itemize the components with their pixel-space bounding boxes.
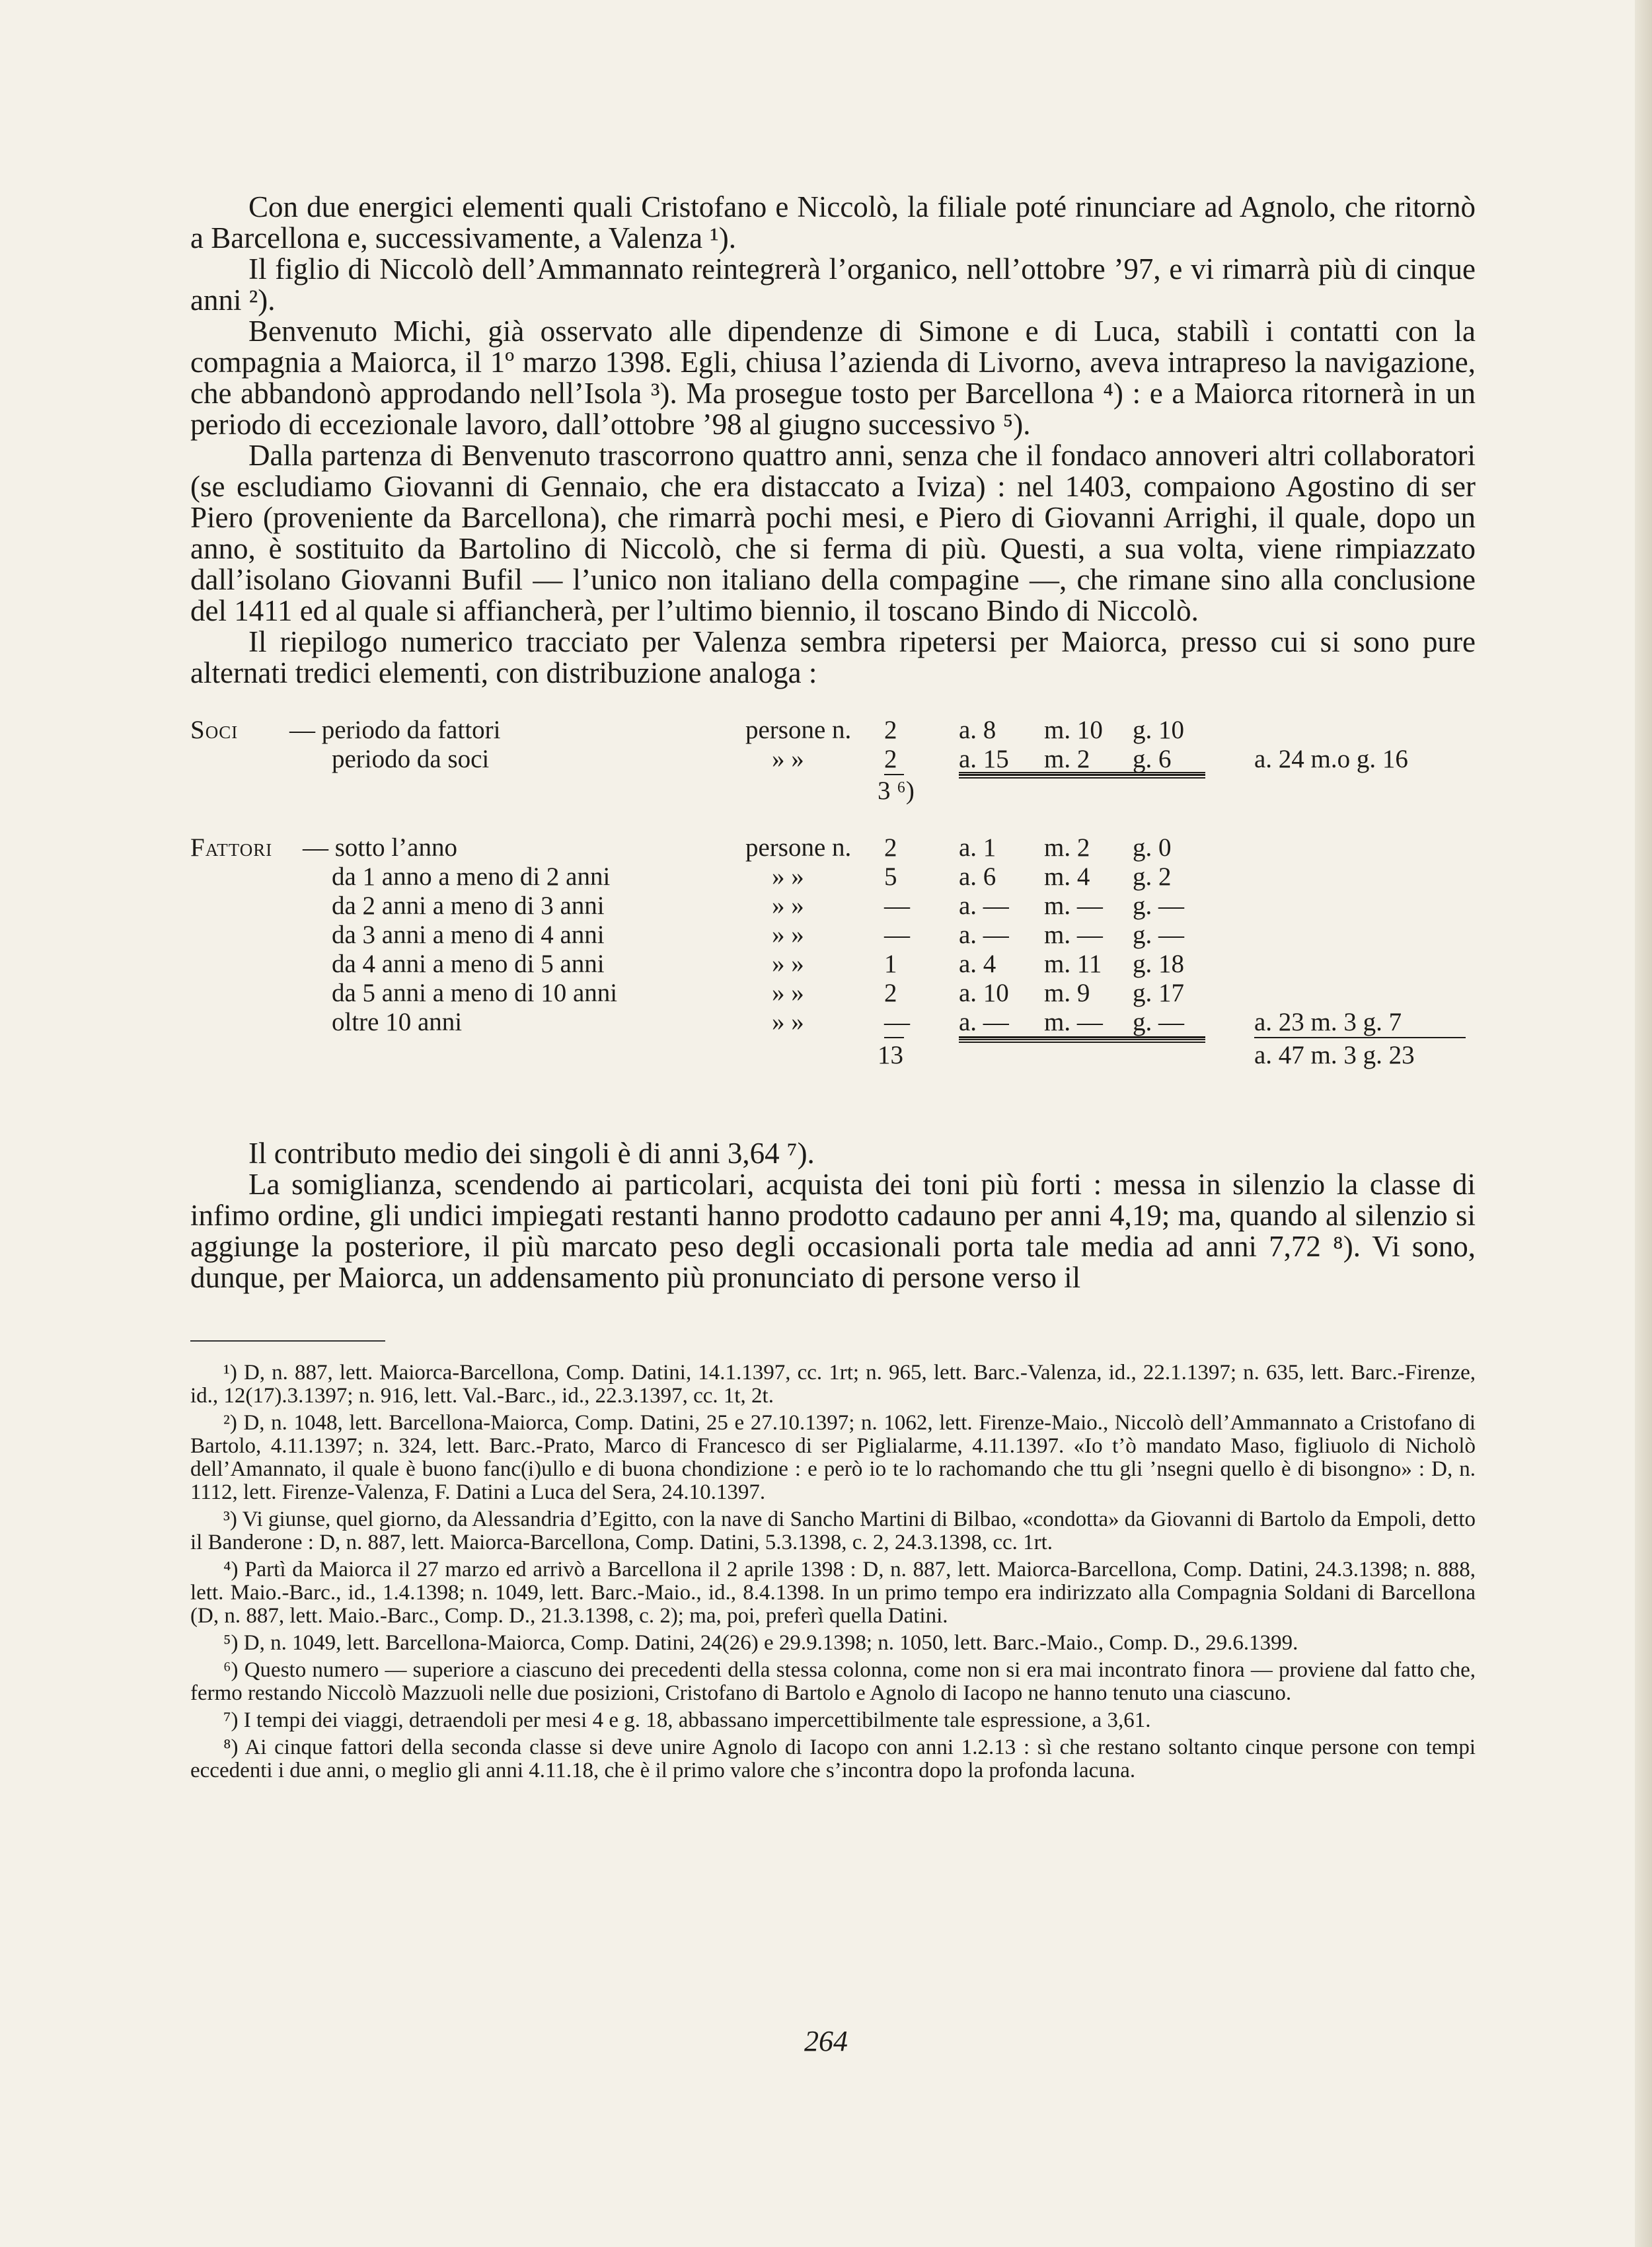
row-m: m. 2 <box>1044 744 1133 775</box>
row-desc: da 5 anni a meno di 10 anni <box>332 979 618 1007</box>
row-desc: — sotto l’anno <box>303 833 457 862</box>
row-n: 2 <box>884 716 897 744</box>
row-a: a. 10 <box>959 979 1009 1007</box>
footnote-7: ⁷) I tempi dei viaggi, detraendoli per mesi 4 e g. 18, abbassano impercettibilmente tale espressione, a 3,61. <box>223 1708 1151 1732</box>
summary-table <box>190 715 1476 1112</box>
row-n: 2 <box>884 979 897 1007</box>
row-who: persone n. <box>745 716 852 744</box>
row-g: g. 0 <box>1133 833 1172 862</box>
row-who: » » <box>772 950 804 978</box>
row-a: a. — <box>959 921 1009 949</box>
row-a: a. — <box>959 1007 1044 1038</box>
row-desc: da 4 anni a meno di 5 anni <box>332 950 605 978</box>
row-a: a. — <box>959 892 1009 920</box>
footnote-6: ⁶) Questo numero — superiore a ciascuno dei precedenti della stessa colonna, come non si era mai incontrato finora — proviene dal fatto che, fermo restando Niccolò Mazzuoli nelle due posizioni, Cristofano di Bartolo e Agnolo di Iacopo ne hanno tenuto una ciascuno. <box>190 1658 1476 1705</box>
row-g: g. 2 <box>1133 862 1172 891</box>
row-m: m. — <box>1044 892 1103 920</box>
footnote-5: ⁵) D, n. 1049, lett. Barcellona-Maiorca, Comp. Datini, 24(26) e 29.9.1398; n. 1050, lett. Barc.-Maio., Comp. D., 29.6.1399. <box>223 1631 1298 1655</box>
row-who: » » <box>772 862 804 891</box>
soci-count: 3 ⁶) <box>878 777 915 805</box>
row-desc: — periodo da fattori <box>289 716 501 744</box>
row-m: m. 4 <box>1044 862 1090 891</box>
row-desc: periodo da soci <box>332 745 490 773</box>
row-who: » » <box>772 1008 804 1036</box>
soci-label: Soci <box>190 716 239 744</box>
row-m: m. — <box>1044 1007 1133 1038</box>
grand-count: 13 <box>878 1041 903 1069</box>
row-desc: oltre 10 anni <box>332 1008 463 1036</box>
grand-total: a. 47 m. 3 g. 23 <box>1254 1041 1415 1069</box>
row-desc: da 2 anni a meno di 3 anni <box>332 892 605 920</box>
row-g: g. 10 <box>1133 716 1184 744</box>
paragraph-4: Dalla partenza di Benvenuto trascorrono quattro anni, senza che il fondaco annoveri altri collaboratori (se escludiamo Giovanni di Gennaio, che era distaccato a Iviza) : nel 1403, compaiono Agostino di ser Piero (proveniente da Barcellona), che rimarrà pochi mesi, e Piero di Giovanni Arrighi, il quale, dopo un anno, è sostituito da Bartolino di Niccolò, che si ferma di più. Questi, a sua volta, viene rimpiazzato dall’isolano Giovanni Bufil — l’unico non italiano della compagine —, che rimane sino alla conclusione del 1411 ed al quale si affiancherà, per l’ultimo biennio, il toscano Bindo di Niccolò. <box>190 439 1476 627</box>
row-n: — <box>884 892 910 920</box>
footnote-4: ⁴) Partì da Maiorca il 27 marzo ed arrivò a Barcellona il 2 aprile 1398 : D, n. 887, lett. Maiorca-Barcellona, Comp. Datini, 24.3.1398; n. 888, lett. Maio.-Barc., id., 1.4.1398; n. 1049, lett. Barc.-Maio., id., 8.4.1398. In un primo tempo era indirizzato alla Compagnia Soldani di Barcellona (D, n. 887, lett. Maio.-Barc., Comp. D., 21.3.1398, c. 2); ma, poi, preferì quella Datini. <box>190 1558 1476 1628</box>
footnote-1: ¹) D, n. 887, lett. Maiorca-Barcellona, Comp. Datini, 14.1.1397, cc. 1rt; n. 965, lett. Barc.-Valenza, id., 22.1.1397; n. 635, lett. Barc.-Firenze, id., 12(17).3.1397; n. 916, lett. Val.-Barc., id., 22.3.1397, cc. 1t, 2t. <box>190 1361 1476 1408</box>
row-who: » » <box>772 745 804 773</box>
row-who: » » <box>772 921 804 949</box>
row-g: g. 18 <box>1133 950 1184 978</box>
footnote-rule <box>190 1340 385 1342</box>
row-desc: da 1 anno a meno di 2 anni <box>332 862 611 891</box>
row-a: a. 8 <box>959 716 996 744</box>
row-m: m. 2 <box>1044 833 1090 862</box>
row-g: g. — <box>1133 1007 1205 1038</box>
row-g: g. 6 <box>1133 744 1205 775</box>
row-a: a. 4 <box>959 950 996 978</box>
footnote-3: ³) Vi giunse, quel giorno, da Alessandria d’Egitto, con la nave di Sancho Martini di Bilbao, «condotta» da Giovanni di Bartolo da Empoli, detto il Banderone : D, n. 887, lett. Maiorca-Barcellona, Comp. Datini, 5.3.1398, c. 2, 24.3.1398, cc. 1rt. <box>190 1507 1476 1554</box>
main-text <box>190 192 1476 1293</box>
row-who: persone n. <box>745 833 852 862</box>
row-n: 2 <box>884 744 904 775</box>
double-rule <box>959 772 1205 779</box>
footnotes <box>190 1340 1476 1786</box>
page-edge <box>1635 0 1652 2247</box>
paragraph-3: Benvenuto Michi, già osservato alle dipendenze di Simone e di Luca, stabilì i contatti con la compagnia a Maiorca, il 1º marzo 1398. Egli, chiusa l’azienda di Livorno, aveva intrapreso la navigazione, che abbandonò approdando nell’Isola ³). Ma prosegue tosto per Barcellona ⁴) : e a Maiorca ritornerà in un periodo di eccezionale lavoro, dall’ottobre ’98 al giugno successivo ⁵). <box>190 315 1476 441</box>
row-g: g. 17 <box>1133 979 1184 1007</box>
row-g: g. — <box>1133 921 1184 949</box>
row-m: m. 10 <box>1044 716 1103 744</box>
paragraph-2: Il figlio di Niccolò dell’Ammannato reintegrerà l’organico, nell’ottobre ’97, e vi rimarrà più di cinque anni ²). <box>190 252 1476 317</box>
row-m: m. 9 <box>1044 979 1090 1007</box>
soci-total: a. 24 m.o g. 16 <box>1254 745 1408 773</box>
fattori-label: Fattori <box>190 833 273 862</box>
row-n: 5 <box>884 862 897 891</box>
paragraph-6: Il contributo medio dei singoli è di anni 3,64 ⁷). <box>248 1137 815 1170</box>
paragraph-1: Con due energici elementi quali Cristofano e Niccolò, la filiale poté rinunciare ad Agnolo, che ritornò a Barcellona e, successivamente, a Valenza ¹). <box>190 190 1476 254</box>
footnote-8: ⁸) Ai cinque fattori della seconda classe si deve unire Agnolo di Iacopo con anni 1.2.13 : sì che restano soltanto cinque persone con tempi eccedenti i due anni, o meglio gli anni 4.11.18, che è il primo valore che s’incontra dopo la profonda lacuna. <box>190 1735 1476 1782</box>
page-number: 264 <box>804 2025 848 2057</box>
row-m: m. — <box>1044 921 1103 949</box>
paragraph-7: La somiglianza, scendendo ai particolari, acquista dei toni più forti : messa in silenzio la classe di infimo ordine, gli undici impiegati restanti hanno prodotto cadauno per anni 4,19; ma, quando al silenzio si aggiunge la posteriore, il più marcato peso degli occasionali porta tale media ad anni 7,72 ⁸). Vi sono, dunque, per Maiorca, un addensamento più pronunciato di persone verso il <box>190 1168 1476 1294</box>
double-rule <box>959 1036 1205 1043</box>
row-a: a. 6 <box>959 862 996 891</box>
row-n: 1 <box>884 950 897 978</box>
row-who: » » <box>772 892 804 920</box>
row-g: g. — <box>1133 892 1184 920</box>
row-n: 2 <box>884 833 897 862</box>
row-n: — <box>884 1007 904 1038</box>
row-desc: da 3 anni a meno di 4 anni <box>332 921 605 949</box>
row-a: a. 15 <box>959 744 1044 775</box>
row-n: — <box>884 921 910 949</box>
row-a: a. 1 <box>959 833 996 862</box>
fattori-total: a. 23 m. 3 g. 7 <box>1254 1007 1466 1038</box>
footnote-2: ²) D, n. 1048, lett. Barcellona-Maiorca, Comp. Datini, 25 e 27.10.1397; n. 1062, lett. Firenze-Maio., Niccolò dell’Ammannato a Cristofano di Bartolo, 4.11.1397; n. 324, lett. Barc.-Prato, Marco di Francesco di ser Piglialarme, 4.11.1397. «Io t’ò mandato Maso, figliuolo di Nicholò dell’Amannato, il quale è buono fanc(i)ullo e di buona chondizione : e però io te lo rachomando che ttu gli ’nsegni quello è di bisongno» : D, n. 1112, lett. Firenze-Valenza, F. Datini a Luca del Sera, 24.10.1397. <box>190 1411 1476 1504</box>
row-m: m. 11 <box>1044 950 1102 978</box>
row-who: » » <box>772 979 804 1007</box>
paragraph-5: Il riepilogo numerico tracciato per Valenza sembra ripetersi per Maiorca, presso cui si sono pure alternati tredici elementi, con distribuzione analoga : <box>190 625 1476 689</box>
